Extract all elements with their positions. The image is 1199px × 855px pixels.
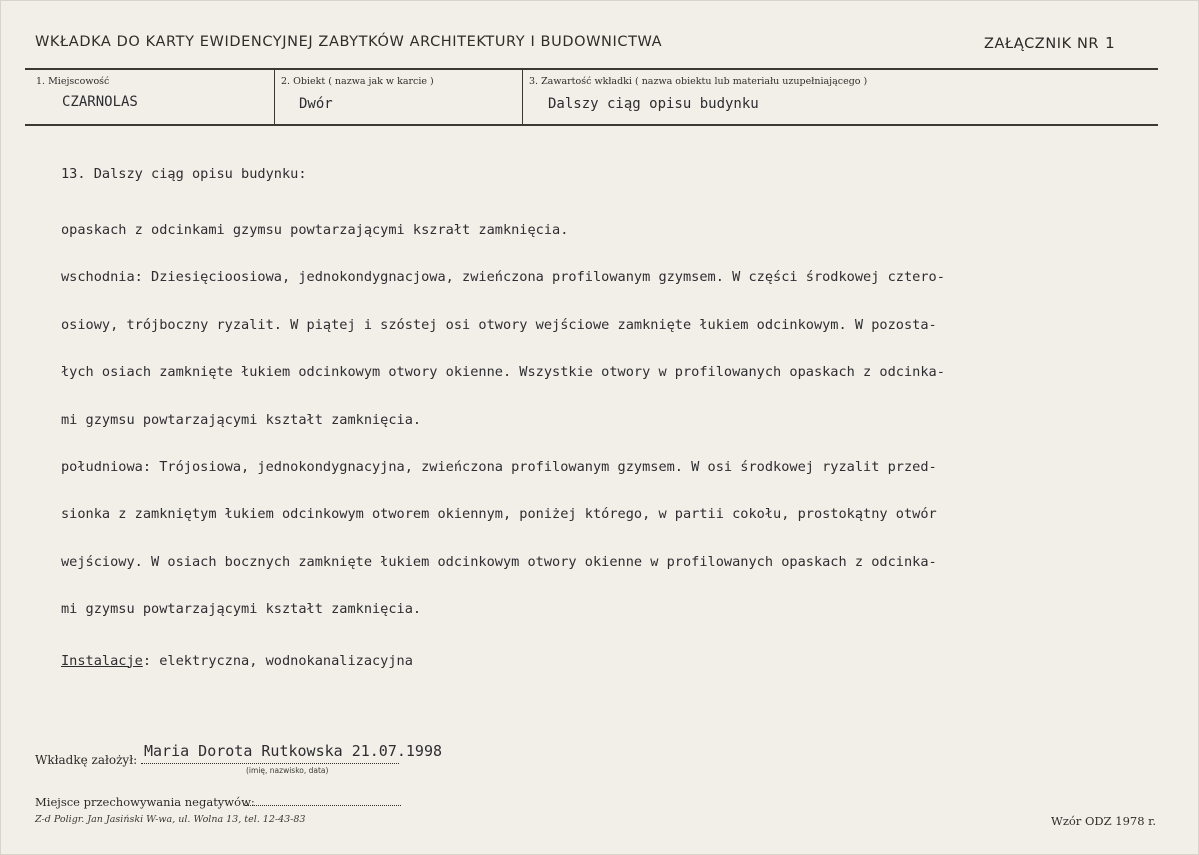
- top-rule: [25, 68, 1158, 70]
- created-by-hint: (imię, nazwisko, data): [246, 766, 329, 775]
- description-line: łych osiach zamknięte łukiem odcinkowym otwory okienne. Wszystkie otwory w profilowanych opaskach z odcinka-: [61, 364, 945, 381]
- content-label: 3. Zawartość wkładki ( nazwa obiektu lub materiału uzupełniającego ): [529, 76, 868, 87]
- printer-imprint: Z-d Poligr. Jan Jasiński W-wa, ul. Wolna 13, tel. 12-43-83: [35, 814, 306, 825]
- description-heading: 13. Dalszy ciąg opisu budynku:: [61, 165, 307, 182]
- description-body: [61, 135, 1181, 701]
- place-label: 1. Miejscowość: [36, 76, 110, 87]
- object-label: 2. Obiekt ( nazwa jak w karcie ): [281, 76, 434, 87]
- form-title: WKŁADKA DO KARTY EWIDENCYJNEJ ZABYTKÓW ARCHITEKTURY I BUDOWNICTWA: [35, 34, 663, 50]
- created-by-value: Maria Dorota Rutkowska 21.07.1998: [144, 742, 443, 760]
- field-divider-2: [522, 69, 523, 125]
- negatives-dotted-line: [245, 796, 401, 806]
- description-line: południowa: Trójosiowa, jednokondygnacyjna, zwieńczona profilowanym gzymsem. W osi środkowej ryzalit przed-: [61, 458, 937, 475]
- object-value: Dwór: [299, 96, 333, 112]
- place-value: CZARNOLAS: [62, 94, 138, 110]
- description-line: wejściowy. W osiach bocznych zamknięte łukiem odcinkowym otwory okienne w profilowanych opaskach z odcinka-: [61, 553, 937, 570]
- description-line: sionka z zamkniętym łukiem odcinkowym otworem okiennym, poniżej którego, w partii cokołu, prostokątny otwór: [61, 506, 937, 523]
- installations-value: : elektryczna, wodnokanalizacyjna: [142, 652, 413, 669]
- description-line: mi gzymsu powtarzającymi kształt zamknięcia.: [61, 601, 422, 618]
- form-number: Wzór ODZ 1978 r.: [1051, 814, 1157, 828]
- annex-label: ZAŁĄCZNIK NR: [984, 36, 1100, 52]
- annex-value: 1: [1105, 34, 1116, 52]
- description-line: wschodnia: Dziesięcioosiowa, jednokondygnacjowa, zwieńczona profilowanym gzymsem. W części środkowej cztero-: [61, 269, 945, 286]
- installations-line: [61, 654, 1181, 670]
- annex-number: [984, 34, 1115, 52]
- installations-label: Instalacje: [61, 652, 143, 669]
- negatives-label: Miejsce przechowywania negatywów:: [35, 795, 255, 809]
- description-line: osiowy, trójboczny ryzalit. W piątej i szóstej osi otwory wejściowe zamknięte łukiem odcinkowym. W pozosta-: [61, 316, 937, 333]
- content-value: Dalszy ciąg opisu budynku: [548, 96, 759, 112]
- fields-rule: [25, 124, 1158, 126]
- description-line: mi gzymsu powtarzającymi kształt zamknięcia.: [61, 411, 422, 428]
- created-by-label: Wkładkę założył:: [35, 753, 138, 767]
- field-divider-1: [274, 69, 275, 125]
- description-line: opaskach z odcinkami gzymsu powtarzającymi kszrałt zamknięcia.: [61, 221, 569, 238]
